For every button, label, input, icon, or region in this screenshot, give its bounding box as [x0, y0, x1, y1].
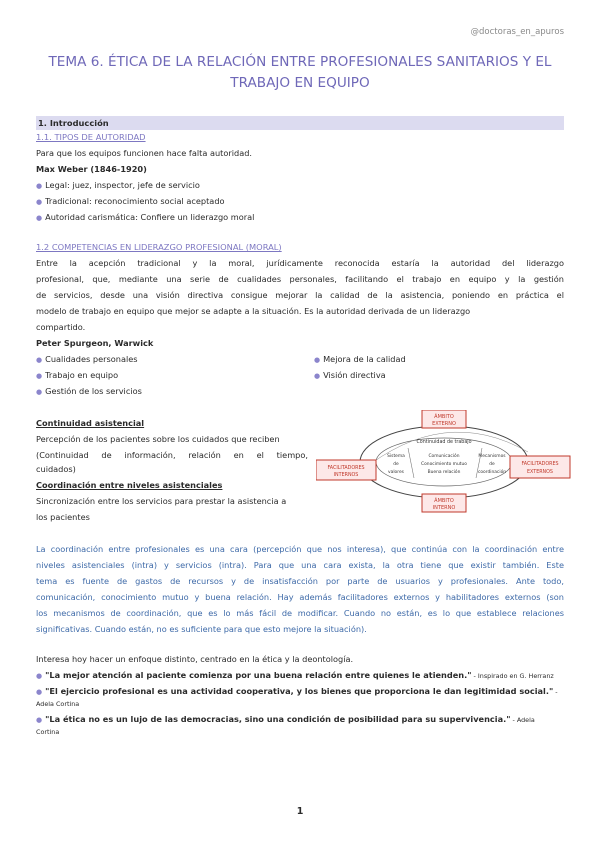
leadership-line: de servicios, desde una visión directiva consigue mejorar la calidad de la asistencia, poniendo en práctica el: [36, 290, 564, 300]
right-col-text: de: [489, 462, 495, 467]
top-box-line: ÁMBITO: [434, 414, 454, 420]
list-item: ● Cualidades personales: [36, 354, 138, 364]
bullet-icon: ●: [314, 372, 321, 380]
quote: ● "La mejor atención al paciente comienza por una buena relación entre quienes le atienden." - Inspirado en G. Herranz: [36, 670, 554, 680]
paragraph-line: La coordinación entre profesionales es una cara (percepción que nos interesa), que continúa con la coordinación entre: [36, 544, 564, 554]
page-number: 1: [296, 806, 304, 817]
center-col-text: Conocimiento mutuo: [421, 462, 467, 467]
spurgeon-heading: Peter Spurgeon, Warwick: [36, 338, 154, 348]
coordination-heading: Coordinación entre niveles asistenciales: [36, 480, 223, 490]
authority-intro: Para que los equipos funcionen hace falta autoridad.: [36, 148, 253, 158]
quote: ● "El ejercicio profesional es una actividad cooperativa, y los bienes que proporciona le dan legitimidad social." -: [36, 686, 558, 696]
leadership-line: Entre la acepción tradicional y la moral, jurídicamente reconocida estaría la autoridad del liderazgo: [36, 258, 564, 268]
title-line-1: TEMA 6. ÉTICA DE LA RELACIÓN ENTRE PROFESIONALES SANITARIOS Y EL: [48, 54, 552, 70]
bullet-icon: ●: [36, 356, 43, 364]
bullet-icon: ●: [36, 688, 43, 696]
coordination-diagram: [316, 410, 574, 518]
bullet-icon: ●: [36, 388, 43, 396]
section-heading-introduction: 1. Introducción: [36, 116, 564, 130]
center-col-text: Buena relación: [427, 470, 461, 475]
bullet-icon: ●: [36, 198, 43, 206]
list-item: ● Mejora de la calidad: [314, 354, 406, 364]
bullet-icon: ●: [36, 182, 43, 190]
left-col-text: valores: [388, 470, 404, 475]
bullet-icon: ●: [36, 672, 43, 680]
right-box-line: EXTERNOS: [527, 470, 553, 475]
list-item: ● Visión directiva: [314, 370, 386, 380]
right-col-text: Mecanismos: [478, 454, 506, 459]
leadership-line: profesional, que, mediante una serie de cualidades personales, facilitando el trabajo en equipo y la gestión: [36, 274, 564, 284]
bullet-icon: ●: [36, 716, 43, 724]
divider-left: [408, 448, 414, 478]
list-item: ● Trabajo en equipo: [36, 370, 119, 380]
leadership-line: compartido.: [36, 322, 86, 332]
watermark: @doctoras_en_apuros: [470, 27, 564, 37]
list-item: ● Tradicional: reconocimiento social aceptado: [36, 196, 225, 206]
bottom-box-line: INTERNO: [432, 505, 456, 511]
continuity-heading: Continuidad asistencial: [36, 418, 145, 428]
bottom-box-line: ÁMBITO: [434, 498, 454, 504]
coordination-line: Sincronización entre los servicios para prestar la asistencia a: [36, 496, 287, 506]
left-col-text: Sistema: [387, 454, 405, 459]
subheading-authority-types: 1.1. TIPOS DE AUTORIDAD: [36, 132, 146, 142]
top-box-line: EXTERNO: [432, 421, 456, 427]
list-item: ● Autoridad carismática: Confiere un liderazgo moral: [36, 212, 255, 222]
quote-author: Cortina: [36, 728, 60, 736]
left-box-line: INTERNOS: [333, 473, 359, 478]
weber-heading: Max Weber (1846-1920): [36, 164, 147, 174]
subheading-leadership: 1.2 COMPETENCIAS EN LIDERAZGO PROFESIONAL (MORAL): [36, 242, 282, 252]
bullet-icon: ●: [314, 356, 321, 364]
left-col-text: de: [393, 462, 399, 467]
right-box-line: FACILITADORES: [521, 462, 559, 467]
bullet-icon: ●: [36, 214, 43, 222]
continuity-line: Percepción de los pacientes sobre los cuidados que reciben: [36, 434, 280, 444]
paragraph-line: niveles asistenciales (intra) y servicios (intra). Para que una cara exista, la otra tiene que existir también. Este: [36, 560, 564, 570]
bullet-icon: ●: [36, 372, 43, 380]
title-line-2: TRABAJO EN EQUIPO: [230, 75, 370, 91]
right-col-text: coordinación: [477, 470, 507, 475]
left-box-line: FACILITADORES: [327, 466, 365, 471]
ring-label: Continuidad de trabajo: [416, 440, 472, 445]
paragraph-line: tema es fuente de gastos de recursos y de insatisfacción por parte de usuarios y profesionales. Ante todo,: [36, 576, 564, 586]
continuity-line: (Continuidad de información, relación en el tiempo,: [36, 450, 308, 460]
list-item: ● Legal: juez, inspector, jefe de servicio: [36, 180, 200, 190]
paragraph-line: significativas. Cuando están, no es suficiente para que esto mejore la situación).: [36, 624, 367, 634]
leadership-line: modelo de trabajo en equipo que mejor se adapte a la situación. Es la autoridad derivada de un liderazgo: [36, 306, 471, 316]
quote-author: Adela Cortina: [36, 700, 80, 708]
ethics-intro: Interesa hoy hacer un enfoque distinto, centrado en la ética y la deontología.: [36, 654, 354, 664]
paragraph-line: comunicación, conocimiento mutuo y buena relación. Hay además facilitadores externos y habilitadores externos (son: [36, 592, 564, 602]
coordination-line: los pacientes: [36, 512, 90, 522]
list-item: ● Gestión de los servicios: [36, 386, 142, 396]
continuity-line: cuidados): [36, 464, 76, 474]
quote: ● "La ética no es un lujo de las democracias, sino una condición de posibilidad para su supervivencia." - Adela: [36, 714, 535, 724]
paragraph-line: los mecanismos de coordinación, que es lo más fácil de modificar. Cuando no están, es lo que establece relaciones: [36, 608, 564, 618]
center-col-text: Comunicación: [428, 454, 460, 459]
page-title: [36, 52, 564, 94]
